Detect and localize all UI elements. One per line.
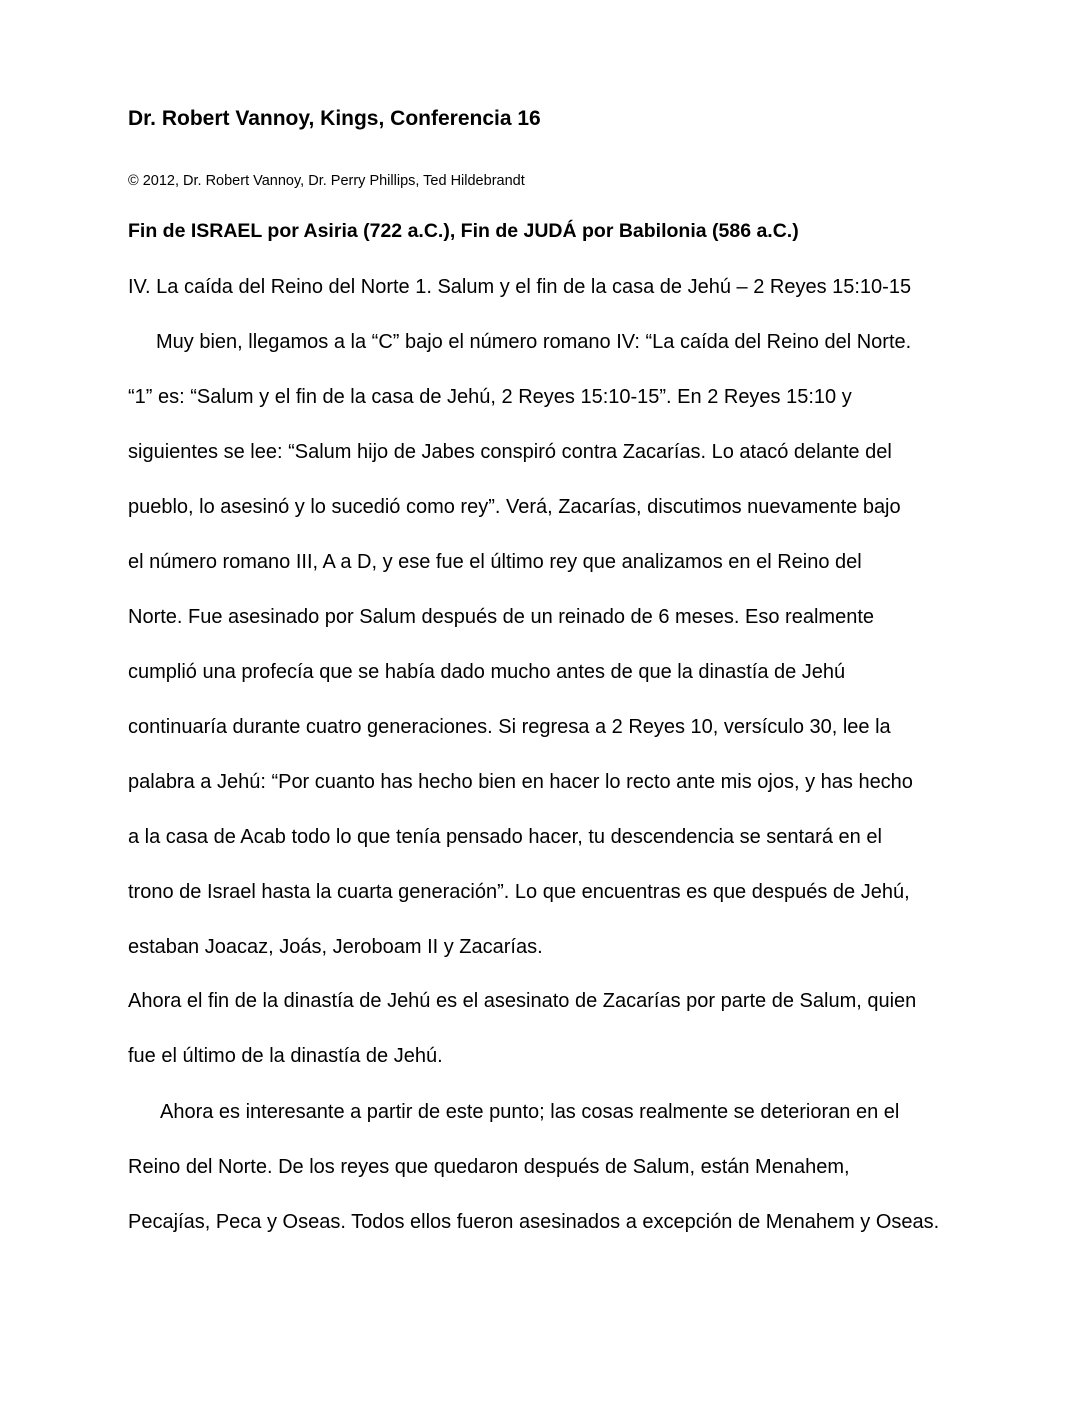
body-line: trono de Israel hasta la cuarta generación”. Lo que encuentras es que después de Jehú, (128, 881, 910, 903)
body-line: Reino del Norte. De los reyes que quedaron después de Salum, están Menahem, (128, 1156, 850, 1178)
body-line: Pecajías, Peca y Oseas. Todos ellos fueron asesinados a excepción de Menahem y Oseas. (128, 1211, 940, 1233)
body-line: Norte. Fue asesinado por Salum después de un reinado de 6 meses. Eso realmente (128, 606, 874, 628)
body-line: Ahora el fin de la dinastía de Jehú es el asesinato de Zacarías por parte de Salum, quien (128, 990, 917, 1012)
body-line: siguientes se lee: “Salum hijo de Jabes conspiró contra Zacarías. Lo atacó delante del (128, 441, 892, 463)
body-line: pueblo, lo asesinó y lo sucedió como rey”. Verá, Zacarías, discutimos nuevamente bajo (128, 496, 901, 518)
section-title: IV. La caída del Reino del Norte 1. Salum y el fin de la casa de Jehú – 2 Reyes 15:10-15 (128, 276, 912, 298)
body-line: continuaría durante cuatro generaciones. Si regresa a 2 Reyes 10, versículo 30, lee la (128, 716, 891, 738)
copyright-notice: © 2012, Dr. Robert Vannoy, Dr. Perry Phillips, Ted Hildebrandt (128, 173, 525, 189)
body-line: “1” es: “Salum y el fin de la casa de Jehú, 2 Reyes 15:10-15”. En 2 Reyes 15:10 y (128, 386, 852, 408)
body-line: a la casa de Acab todo lo que tenía pensado hacer, tu descendencia se sentará en el (128, 826, 882, 848)
body-line: el número romano III, A a D, y ese fue el último rey que analizamos en el Reino del (128, 551, 862, 573)
body-line: estaban Joacaz, Joás, Jeroboam II y Zacarías. (128, 936, 543, 958)
lecture-heading: Fin de ISRAEL por Asiria (722 a.C.), Fin de JUDÁ por Babilonia (586 a.C.) (128, 220, 799, 242)
body-line: palabra a Jehú: “Por cuanto has hecho bien en hacer lo recto ante mis ojos, y has hecho (128, 771, 913, 793)
body-line: cumplió una profecía que se había dado mucho antes de que la dinastía de Jehú (128, 661, 846, 683)
body-line: Muy bien, llegamos a la “C” bajo el número romano IV: “La caída del Reino del Norte. (156, 331, 912, 353)
body-line: fue el último de la dinastía de Jehú. (128, 1045, 443, 1067)
document-title: Dr. Robert Vannoy, Kings, Conferencia 16 (128, 107, 541, 130)
body-line: Ahora es interesante a partir de este punto; las cosas realmente se deterioran en el (160, 1101, 900, 1123)
